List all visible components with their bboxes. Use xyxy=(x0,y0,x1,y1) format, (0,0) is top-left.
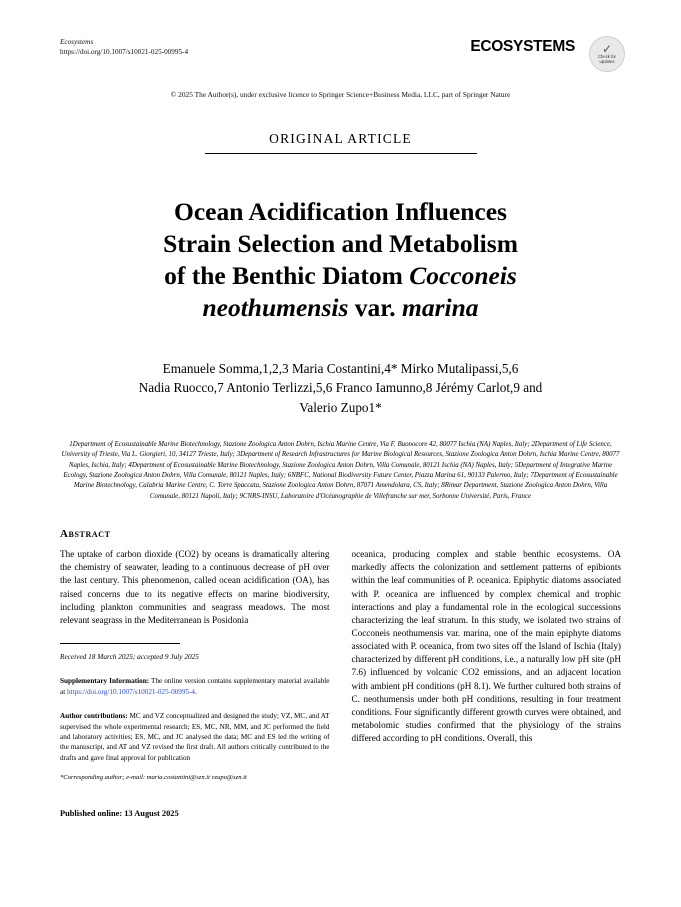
author-line-1: Emanuele Somma,1,2,3 Maria Costantini,4* Mirko Mutalipassi,5,6 xyxy=(162,360,519,376)
page-title xyxy=(76,196,605,325)
journal-doi: https://doi.org/10.1007/s10021-025-00995-4 xyxy=(60,47,189,56)
abstract-column-right xyxy=(352,548,622,820)
footnote-divider xyxy=(60,643,180,644)
abstract-columns xyxy=(60,548,621,820)
author-contributions xyxy=(60,711,330,763)
title-line-3-plain: of the Benthic Diatom xyxy=(164,261,410,291)
title-divider xyxy=(205,153,477,154)
page-header xyxy=(60,38,621,84)
supplementary-text: The online version contains supplementary material available at xyxy=(60,677,330,696)
crossmark-badge-icon[interactable] xyxy=(589,36,625,72)
received-dates: Received 18 March 2025; accepted 9 July 2025 xyxy=(60,651,199,661)
abstract-column-left xyxy=(60,548,330,820)
published-online: Published online: 13 August 2025 xyxy=(60,809,179,819)
author-line-3: Valerio Zupo1* xyxy=(299,400,382,416)
supplementary-tail: . xyxy=(195,687,197,696)
contributions-text: MC and VZ conceptualized and designed the study; VZ, MC, and AT supervised the whole experimental research; ES, MC, NR, MM, and JC performed the field and laboratory activities; ES, MC, and JC analysed the data; MC and ES led the writing of the manuscript, and AT and VZ revised the first draft. All authors critically contributed to the drafts and gave final approval for publication xyxy=(60,712,330,762)
journal-logo xyxy=(470,38,575,56)
abstract-heading: Abstract xyxy=(60,528,111,541)
author-list xyxy=(60,359,621,418)
crossmark-line1: Check for xyxy=(598,54,616,59)
title-line-4-italic-1: neothumensis xyxy=(202,293,349,323)
title-line-2: Strain Selection and Metabolism xyxy=(163,229,518,259)
author-line-2: Nadia Ruocco,7 Antonio Terlizzi,5,6 Franco Iamunno,8 Jérémy Carlot,9 and xyxy=(138,380,543,396)
affiliations: 1Department of Ecosustainable Marine Biotechnology, Stazione Zoologica Anton Dohrn, Ischia Marine Centre, Via F. Buonocore 42, 80077 Ischia (NA) Naples, Italy; 2Department of Life Science, University of Trieste, Via L. Giorgieri, 10, 34127 Trieste, Italy; 3Department of Research Infrastructures for Marine Biological Resources, Stazione Zoologica Anton Dohrn, Ischia Marine Centre, 80077 Naples, Ischia, Italy; 4Department of Ecosustainable Marine Biotechnology, Stazione Zoologica Anton Dohrn, Villa Comunale, 80121 Ischia (NA) Naples, Italy; 5Department of Integrative Marine Ecology, Stazione Zoologica Anton Dohrn, Villa Comunale, 80121 Naples, Italy; 6NBFC, National Biodiversity Future Center, Piazza Marina 61, 90133 Palermo, Italy; 7Department of Ecosustainable Marine Biotechnology, Calabria Marine Centre, C. Torre Spaccata, Stazione Zoologica Anton Dohrn, 87071 Amendolara, CS, Italy; 8Rimar Department, Stazione Zoologica Anton Dohrn, Villa Comunale, 80121 Napoli, Italy; 9CNRS-INSU, Laboratoire d'Océanographie de Villefranche sur mer, Sorbonne Université, Paris, France xyxy=(61,440,620,500)
title-line-1: Ocean Acidification Influences xyxy=(174,197,507,226)
supplementary-information xyxy=(60,676,330,697)
corresponding-author: *Corresponding author; e-mail: maria.costantini@szn.it vzupo@szn.it xyxy=(60,774,247,782)
crossmark-check-icon: ✓ xyxy=(601,42,613,56)
journal-logo-text: ECOSYSTEMS xyxy=(470,38,575,55)
contributions-label: Author contributions: xyxy=(60,712,128,721)
abstract-text-right: oceanica, producing complex and stable benthic ecosystems. OA markedly affects the colonization and settlement patterns of epibionts within the leaf communities of P. oceanica. Epiphytic diatoms associated with P. oceanica are influenced by complex chemical and trophic interactions and play a fundamental role in the ecological successions characterizing the leaf stratum. In this study, we isolated two strains of Cocconeis neothumensis var. marina, one of the main epiphyte diatoms associated with P. oceanica, from two sites off the Island of Ischia (Italy) characterized by different pH conditions, i.e., a naturally low pH site (pH 7.6) influenced by volcanic CO2 emissions, and an adjacent location with ambient pH conditions (pH 8.1). We further cultured both strains of C. neothumensis under both pH conditions, resulting in four treatment conditions. Four significantly different growth curves were obtained, and metabolomic studies confirmed that the physiology of the strains differed according to pH conditions. Overall, this xyxy=(351,549,621,744)
copyright-line: © 2025 The Author(s), under exclusive licence to Springer Science+Business Media, LLC, part of Springer Nature xyxy=(170,90,511,99)
title-line-4-plain: var. xyxy=(348,293,403,323)
supplementary-label: Supplementary Information: xyxy=(60,677,150,686)
supplementary-link[interactable]: https://doi.org/10.1007/s10021-025-00995-4 xyxy=(66,687,196,696)
journal-name: Ecosystems xyxy=(60,38,94,46)
article-type: ORIGINAL ARTICLE xyxy=(269,131,412,146)
title-line-3-italic: Cocconeis xyxy=(409,261,517,291)
abstract-text-left: The uptake of carbon dioxide (CO2) by oceans is dramatically altering the chemistry of seawater, leading to a continuous decrease of pH over the last century. This phenomenon, called ocean acidification (OA), has raised concerns due to its negative effects on marine biodiversity, including plankton communities and seagrass meadows. The most relevant seagrass in the Mediterranean is Posidonia xyxy=(60,549,330,625)
crossmark-line2: updates xyxy=(599,59,615,64)
title-line-4-italic-2: marina xyxy=(402,293,479,323)
